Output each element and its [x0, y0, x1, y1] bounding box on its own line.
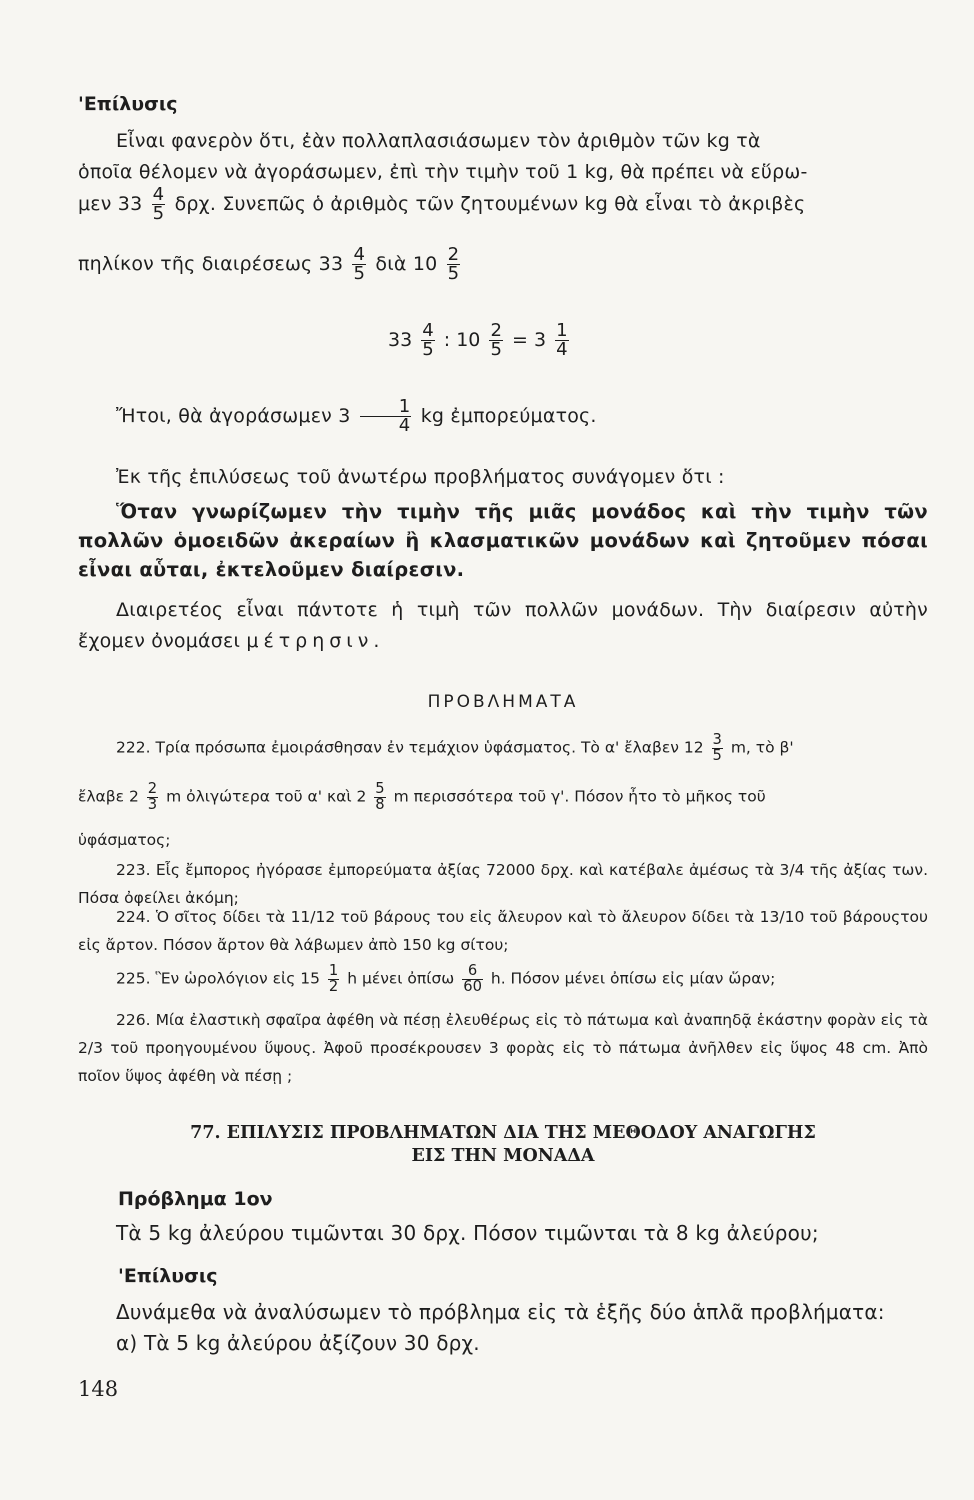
text-segment: m περισσότερα τοῦ γ'. Πόσον ἦτο τὸ μῆκος τοῦ: [393, 787, 766, 806]
denominator: 5: [490, 339, 502, 361]
problem-1-text: Τὰ 5 kg ἀλεύρου τιμῶνται 30 δρχ. Πόσον τιμῶνται τὰ 8 kg ἀλεύρου;: [116, 1221, 819, 1245]
heading-solution: 'Επίλυσις: [78, 93, 178, 115]
eq-colon: :: [443, 329, 451, 352]
problem-222-line-1: [116, 733, 928, 763]
problem-223: 223. Εἷς ἔμπορος ἠγόρασε ἐμπορεύματα ἀξίας 72000 δρχ. καὶ κατέβαλε ἀμέσως τὰ 3/4 τῆς ἀξίας των. Πόσα ὀφείλει ἀκόμη;: [78, 861, 928, 907]
term-measurement: μέτρησιν.: [246, 630, 385, 652]
numerator: 4: [152, 184, 165, 205]
numerator: 1: [360, 398, 412, 417]
fraction-3-5: [712, 733, 723, 763]
text-segment: Ἤτοι, θὰ ἀγοράσωμεν 3: [116, 405, 351, 428]
text-segment: δρχ. Συνεπῶς ὁ ἀριθμὸς τῶν ζητουμένων kg θὰ εἶναι τὸ ἀκριβὲς: [174, 193, 806, 216]
fraction-1-4: [555, 322, 568, 359]
numerator: 2: [447, 244, 460, 265]
numerator: 2: [147, 780, 158, 797]
eq-term-b: 10: [456, 329, 481, 352]
problem-222-line-3: ὑφάσματος;: [78, 831, 171, 849]
paragraph-1-line-2: ὁποῖα θέλομεν νὰ ἀγοράσωμεν, ἐπὶ τὴν τιμὴν τοῦ 1 kg, θὰ πρέπει νὰ εὕρω-: [78, 161, 808, 183]
denominator: 8: [375, 795, 385, 813]
numerator: 1: [328, 962, 339, 979]
fraction-4-5: [152, 186, 166, 223]
denominator: 3: [147, 795, 158, 813]
eq-equals: =: [511, 329, 528, 352]
problem-226: 226. Μία ἐλαστικὴ σφαῖρα ἀφέθη νὰ πέσῃ ἐλευθέρως εἰς τὸ πάτωμα καὶ ἀναπηδᾷ ἑκάστην φορὰν εἰς τὰ 2/3 τοῦ προηγουμένου ὕψους. Ἀφοῦ προσέκρουσεν 3 φορὰς εἰς τὸ πάτωμα ἀνῆλθεν εἰς ὕψος 48 cm. Ἀπὸ ποῖον ὕψος ἀφέθη νὰ πέσῃ ;: [78, 1011, 928, 1085]
rule-statement: Ὅταν γνωρίζωμεν τὴν τιμὴν τῆς μιᾶς μονάδος καὶ τὴν τιμὴν τῶν πολλῶν ὁμοειδῶν ἀκεραίων ἢ κλασματικῶν μονάδων καὶ ζητοῦμεν πόσαι εἶναι αὗται, ἐκτελοῦμεν διαίρεσιν.: [78, 500, 928, 581]
fraction-2-5: [489, 322, 502, 359]
paragraph-1-line-1: Εἶναι φανερὸν ὅτι, ἐὰν πολλαπλασιάσωμεν τὸν ἀριθμὸν τῶν kg τὰ: [116, 130, 761, 152]
text-segment: ἔλαβε 2: [78, 787, 139, 806]
text-segment: Διαιρετέος εἶναι πάντοτε ἡ τιμὴ τῶν πολλῶν μονάδων. Τὴν διαίρεσιν αὐτὴν ἔχομεν ὀνομάσει: [78, 599, 928, 652]
numerator: 2: [490, 320, 502, 341]
problem-1-title: Πρόβλημα 1ον: [118, 1188, 273, 1210]
denominator: 5: [353, 263, 366, 285]
fraction-6-60: [462, 964, 483, 994]
denominator: 4: [398, 415, 411, 437]
section-heading-line-2: ΕΙΣ ΤΗΝ ΜΟΝΑΔΑ: [411, 1146, 595, 1166]
denominator: 4: [556, 339, 568, 361]
fraction-4-5: [352, 246, 366, 283]
paragraph-2: [78, 398, 928, 435]
numerator: 4: [353, 244, 366, 265]
problem-225: [116, 964, 928, 994]
eq-term-c: 3: [533, 329, 547, 352]
text-segment: h μένει ὀπίσω: [347, 969, 455, 988]
fraction-1-4: [360, 398, 412, 435]
fraction-2-3: [147, 782, 158, 812]
denominator: 5: [447, 263, 460, 285]
text-segment: 222. Τρία πρόσωπα ἐμοιράσθησαν ἐν τεμάχιον ὑφάσματος. Τὸ α' ἔλαβεν 12: [116, 738, 704, 757]
page-number: 148: [78, 1377, 119, 1401]
text-segment: μεν 33: [78, 193, 143, 216]
paragraph-3: Ἐκ τῆς ἐπιλύσεως τοῦ ἀνωτέρω προβλήματος συνάγομεν ὅτι :: [116, 466, 725, 488]
paragraph-5: Δυνάμεθα νὰ ἀναλύσωμεν τὸ πρόβλημα εἰς τὰ ἑξῆς δύο ἁπλᾶ προβλήματα:: [116, 1300, 885, 1324]
equation: [388, 322, 572, 359]
numerator: 5: [375, 780, 385, 797]
problem-222-line-2: [78, 782, 928, 812]
text-segment: h. Πόσον μένει ὀπίσω εἰς μίαν ὥραν;: [490, 969, 776, 988]
numerator: 3: [712, 731, 722, 748]
fraction-4-5: [421, 322, 434, 359]
fraction-1-2: [328, 964, 339, 994]
paragraph-1-line-3: [78, 186, 928, 223]
paragraph-6: α) Τὰ 5 kg ἀλεύρου ἀξίζουν 30 δρχ.: [116, 1331, 480, 1355]
paragraph-4: [78, 595, 928, 657]
eq-term-a: 33: [388, 329, 413, 352]
text-segment: διὰ 10: [375, 253, 438, 276]
denominator: 5: [152, 203, 165, 225]
numerator: 1: [556, 320, 568, 341]
denominator: 2: [328, 977, 339, 995]
denominator: 5: [422, 339, 434, 361]
section-heading-line-1: 77. ΕΠΙΛΥΣΙΣ ΠΡΟΒΛΗΜΑΤΩΝ ΔΙΑ ΤΗΣ ΜΕΘΟΔΟΥ ΑΝΑΓΩΓΗΣ: [190, 1123, 816, 1143]
paragraph-1-line-4: [78, 246, 928, 283]
denominator: 60: [463, 977, 482, 995]
text-segment: m ὀλιγώτερα τοῦ α' καὶ 2: [166, 787, 367, 806]
problems-title: ΠΡΟΒΛΗΜΑΤΑ: [427, 692, 579, 712]
text-segment: 225. Ἓν ὡρολόγιον εἰς 15: [116, 969, 320, 988]
denominator: 5: [712, 746, 722, 764]
problem-224: 224. Ὁ σῖτος δίδει τὰ 11/12 τοῦ βάρους του εἰς ἄλευρον καὶ τὸ ἄλευρον δίδει τὰ 13/10 τοῦ βάρουςτου εἰς ἄρτον. Πόσον ἄρτον θὰ λάβωμεν ἀπὸ 150 kg σίτου;: [78, 908, 928, 954]
text-segment: m, τὸ β': [730, 738, 794, 757]
numerator: 4: [422, 320, 434, 341]
text-segment: πηλίκον τῆς διαιρέσεως 33: [78, 253, 344, 276]
heading-solution-2: 'Επίλυσις: [118, 1265, 218, 1287]
text-segment: kg ἐμπορεύματος.: [420, 405, 597, 428]
fraction-2-5: [447, 246, 461, 283]
numerator: 6: [462, 964, 483, 980]
fraction-5-8: [374, 782, 385, 812]
